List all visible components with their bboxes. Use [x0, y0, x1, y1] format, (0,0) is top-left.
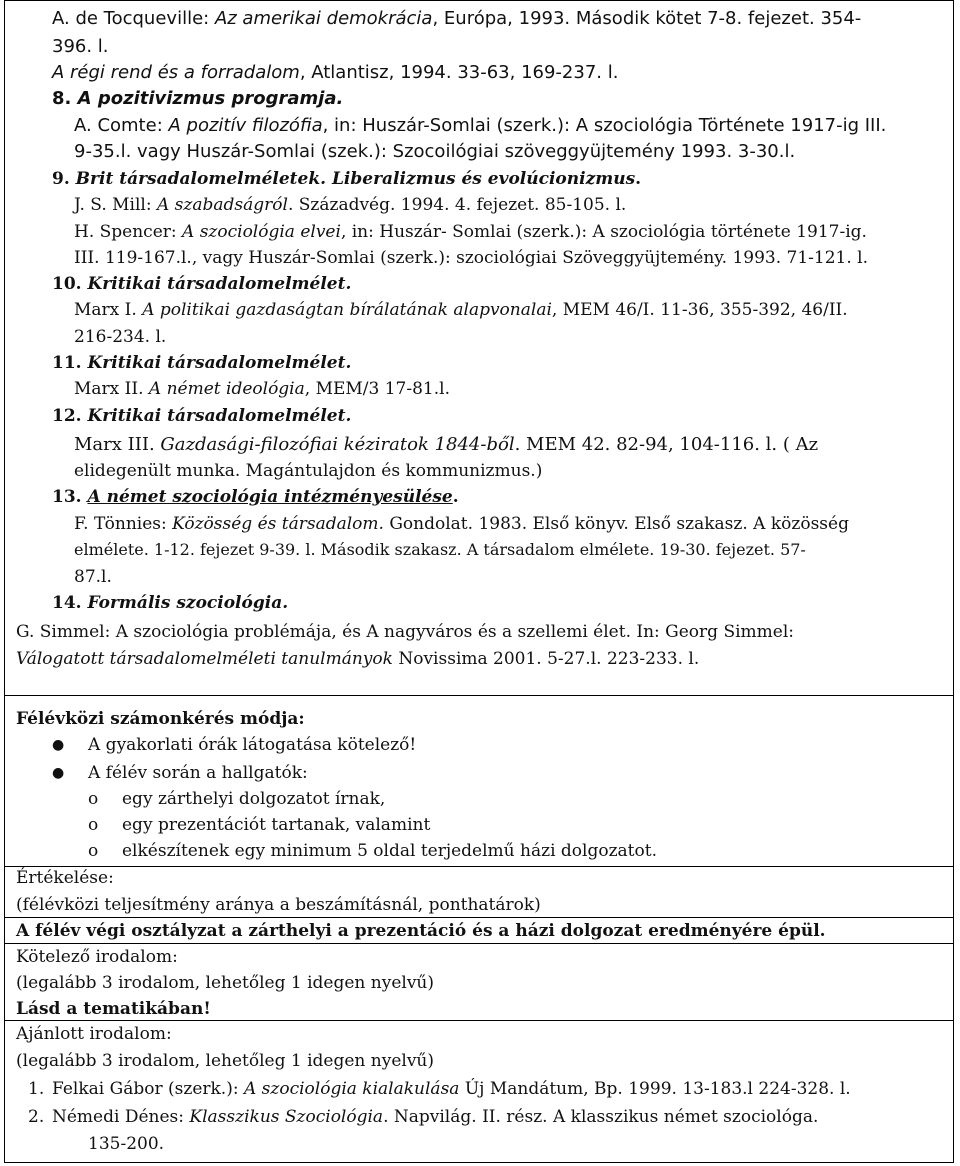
sub-bullet-marker: o	[88, 815, 99, 835]
ref-comte-line2: 9-35.l. vagy Huszár-Somlai (szek.): Szocoilógiai szöveggyüjtemény 1993. 3-30.l.	[74, 141, 796, 162]
ref-tonnies: F. Tönnies: Közösség és társadalom. Gondolat. 1983. Első könyv. Első szakasz. A közösség	[74, 514, 849, 534]
final-grade-text: A félév végi osztályzat a zárthelyi a prezentáció és a házi dolgozat eredményére épül.	[16, 921, 826, 941]
ref-mill: J. S. Mill: A szabadságról. Századvég. 1994. 4. fejezet. 85-105. l.	[74, 195, 627, 215]
ref-marx-2: Marx II. A német ideológia, MEM/3 17-81.l.	[74, 379, 450, 399]
section-8-heading: 8. A pozitivizmus programja.	[52, 88, 344, 109]
section-9-heading: 9. Brit társadalomelméletek. Liberalizmus és evolúcionizmus.	[52, 169, 642, 189]
bullet-attendance: A gyakorlati órák látogatása kötelező!	[88, 735, 417, 755]
section-divider	[4, 695, 954, 696]
section-11-heading: 11. Kritikai társadalomelmélet.	[52, 353, 352, 373]
row-divider	[4, 917, 954, 918]
ref-comte: A. Comte: A pozitív filozófia, in: Huszár-Somlai (szerk.): A szociológia Története 1917-ig III.	[74, 115, 887, 136]
ref-spencer: H. Spencer: A szociológia elvei, in: Huszár- Somlai (szerk.): A szociológia története 1917-ig.	[74, 222, 867, 242]
ref-1-number: 1.	[28, 1079, 45, 1099]
ref-nemedi: Némedi Dénes: Klasszikus Szociológia. Napvilág. II. rész. A klasszikus német szociológa.	[52, 1107, 819, 1127]
ref-marx-1-line2: 216-234. l.	[74, 327, 167, 347]
required-reading-note: (legalább 3 irodalom, lehetőleg 1 idegen nyelvű)	[16, 973, 435, 993]
row-divider	[4, 866, 954, 867]
row-divider	[4, 943, 954, 944]
section-14-heading: 14. Formális szociológia.	[52, 593, 289, 613]
ref-simmel: G. Simmel: A szociológia problémája, és A nagyváros és a szellemi élet. In: Georg Simmel:	[16, 622, 795, 642]
recommended-reading-note: (legalább 3 irodalom, lehetőleg 1 idegen nyelvű)	[16, 1051, 435, 1071]
ref-marx-1: Marx I. A politikai gazdaságtan bírálatának alapvonalai, MEM 46/I. 11-36, 355-392, 46/II.	[74, 300, 848, 320]
ref-2-number: 2.	[28, 1107, 45, 1127]
ref-tonnies-line2: elmélete. 1-12. fejezet 9-39. l. Második szakasz. A társadalom elmélete. 19-30. fejezet. 57-	[74, 540, 806, 559]
assessment-heading: Félévközi számonkérés módja:	[16, 709, 305, 729]
see-syllabus-text: Lásd a tematikában!	[16, 999, 211, 1019]
ref-tocqueville: A. de Tocqueville: Az amerikai demokrácia, Európa, 1993. Második kötet 7-8. fejezet. 354-	[52, 8, 862, 29]
section-13-heading: 13. A német szociológia intézményesülése.	[52, 487, 459, 507]
ref-simmel-line2: Válogatott társadalomelméleti tanulmányok Novissima 2001. 5-27.l. 223-233. l.	[16, 649, 700, 669]
bullet-dot-icon: ●	[52, 765, 65, 781]
ref-tonnies-line3: 87.l.	[74, 567, 112, 587]
evaluation-label: Értékelése:	[16, 868, 114, 888]
ref-regi-rend: A régi rend és a forradalom, Atlantisz, 1994. 33-63, 169-237. l.	[52, 62, 619, 83]
ref-tocqueville-pages: 396. l.	[52, 36, 109, 57]
ref-spencer-line2: III. 119-167.l., vagy Huszár-Somlai (szerk.): szociológiai Szöveggyüjtemény. 1993. 71-121. l.	[74, 248, 869, 268]
section-12-heading: 12. Kritikai társadalomelmélet.	[52, 406, 352, 426]
section-10-heading: 10. Kritikai társadalomelmélet.	[52, 274, 352, 294]
ref-marx-3: Marx III. Gazdasági-filozófiai kéziratok 1844-ből. MEM 42. 82-94, 104-116. l. ( Az	[74, 434, 819, 455]
sub-bullet-marker: o	[88, 789, 99, 809]
sub-item-exam: egy zárthelyi dolgozatot írnak,	[122, 789, 386, 809]
sub-item-presentation: egy prezentációt tartanak, valamint	[122, 815, 431, 835]
bullet-dot-icon: ●	[52, 737, 65, 753]
recommended-reading-label: Ajánlott irodalom:	[16, 1024, 172, 1044]
sub-item-essay: elkészítenek egy minimum 5 oldal terjedelmű házi dolgozatot.	[122, 841, 657, 861]
ref-felkai: Felkai Gábor (szerk.): A szociológia kialakulása Új Mandátum, Bp. 1999. 13-183.l 224-328. l.	[52, 1079, 851, 1099]
required-reading-label: Kötelező irodalom:	[16, 947, 178, 967]
ref-nemedi-line2: 135-200.	[88, 1134, 165, 1154]
evaluation-note: (félévközi teljesítmény aránya a beszámításnál, ponthatárok)	[16, 895, 541, 915]
bullet-students: A félév során a hallgatók:	[88, 763, 308, 783]
ref-marx-3-line2: elidegenült munka. Magántulajdon és kommunizmus.)	[74, 461, 543, 481]
sub-bullet-marker: o	[88, 841, 99, 861]
